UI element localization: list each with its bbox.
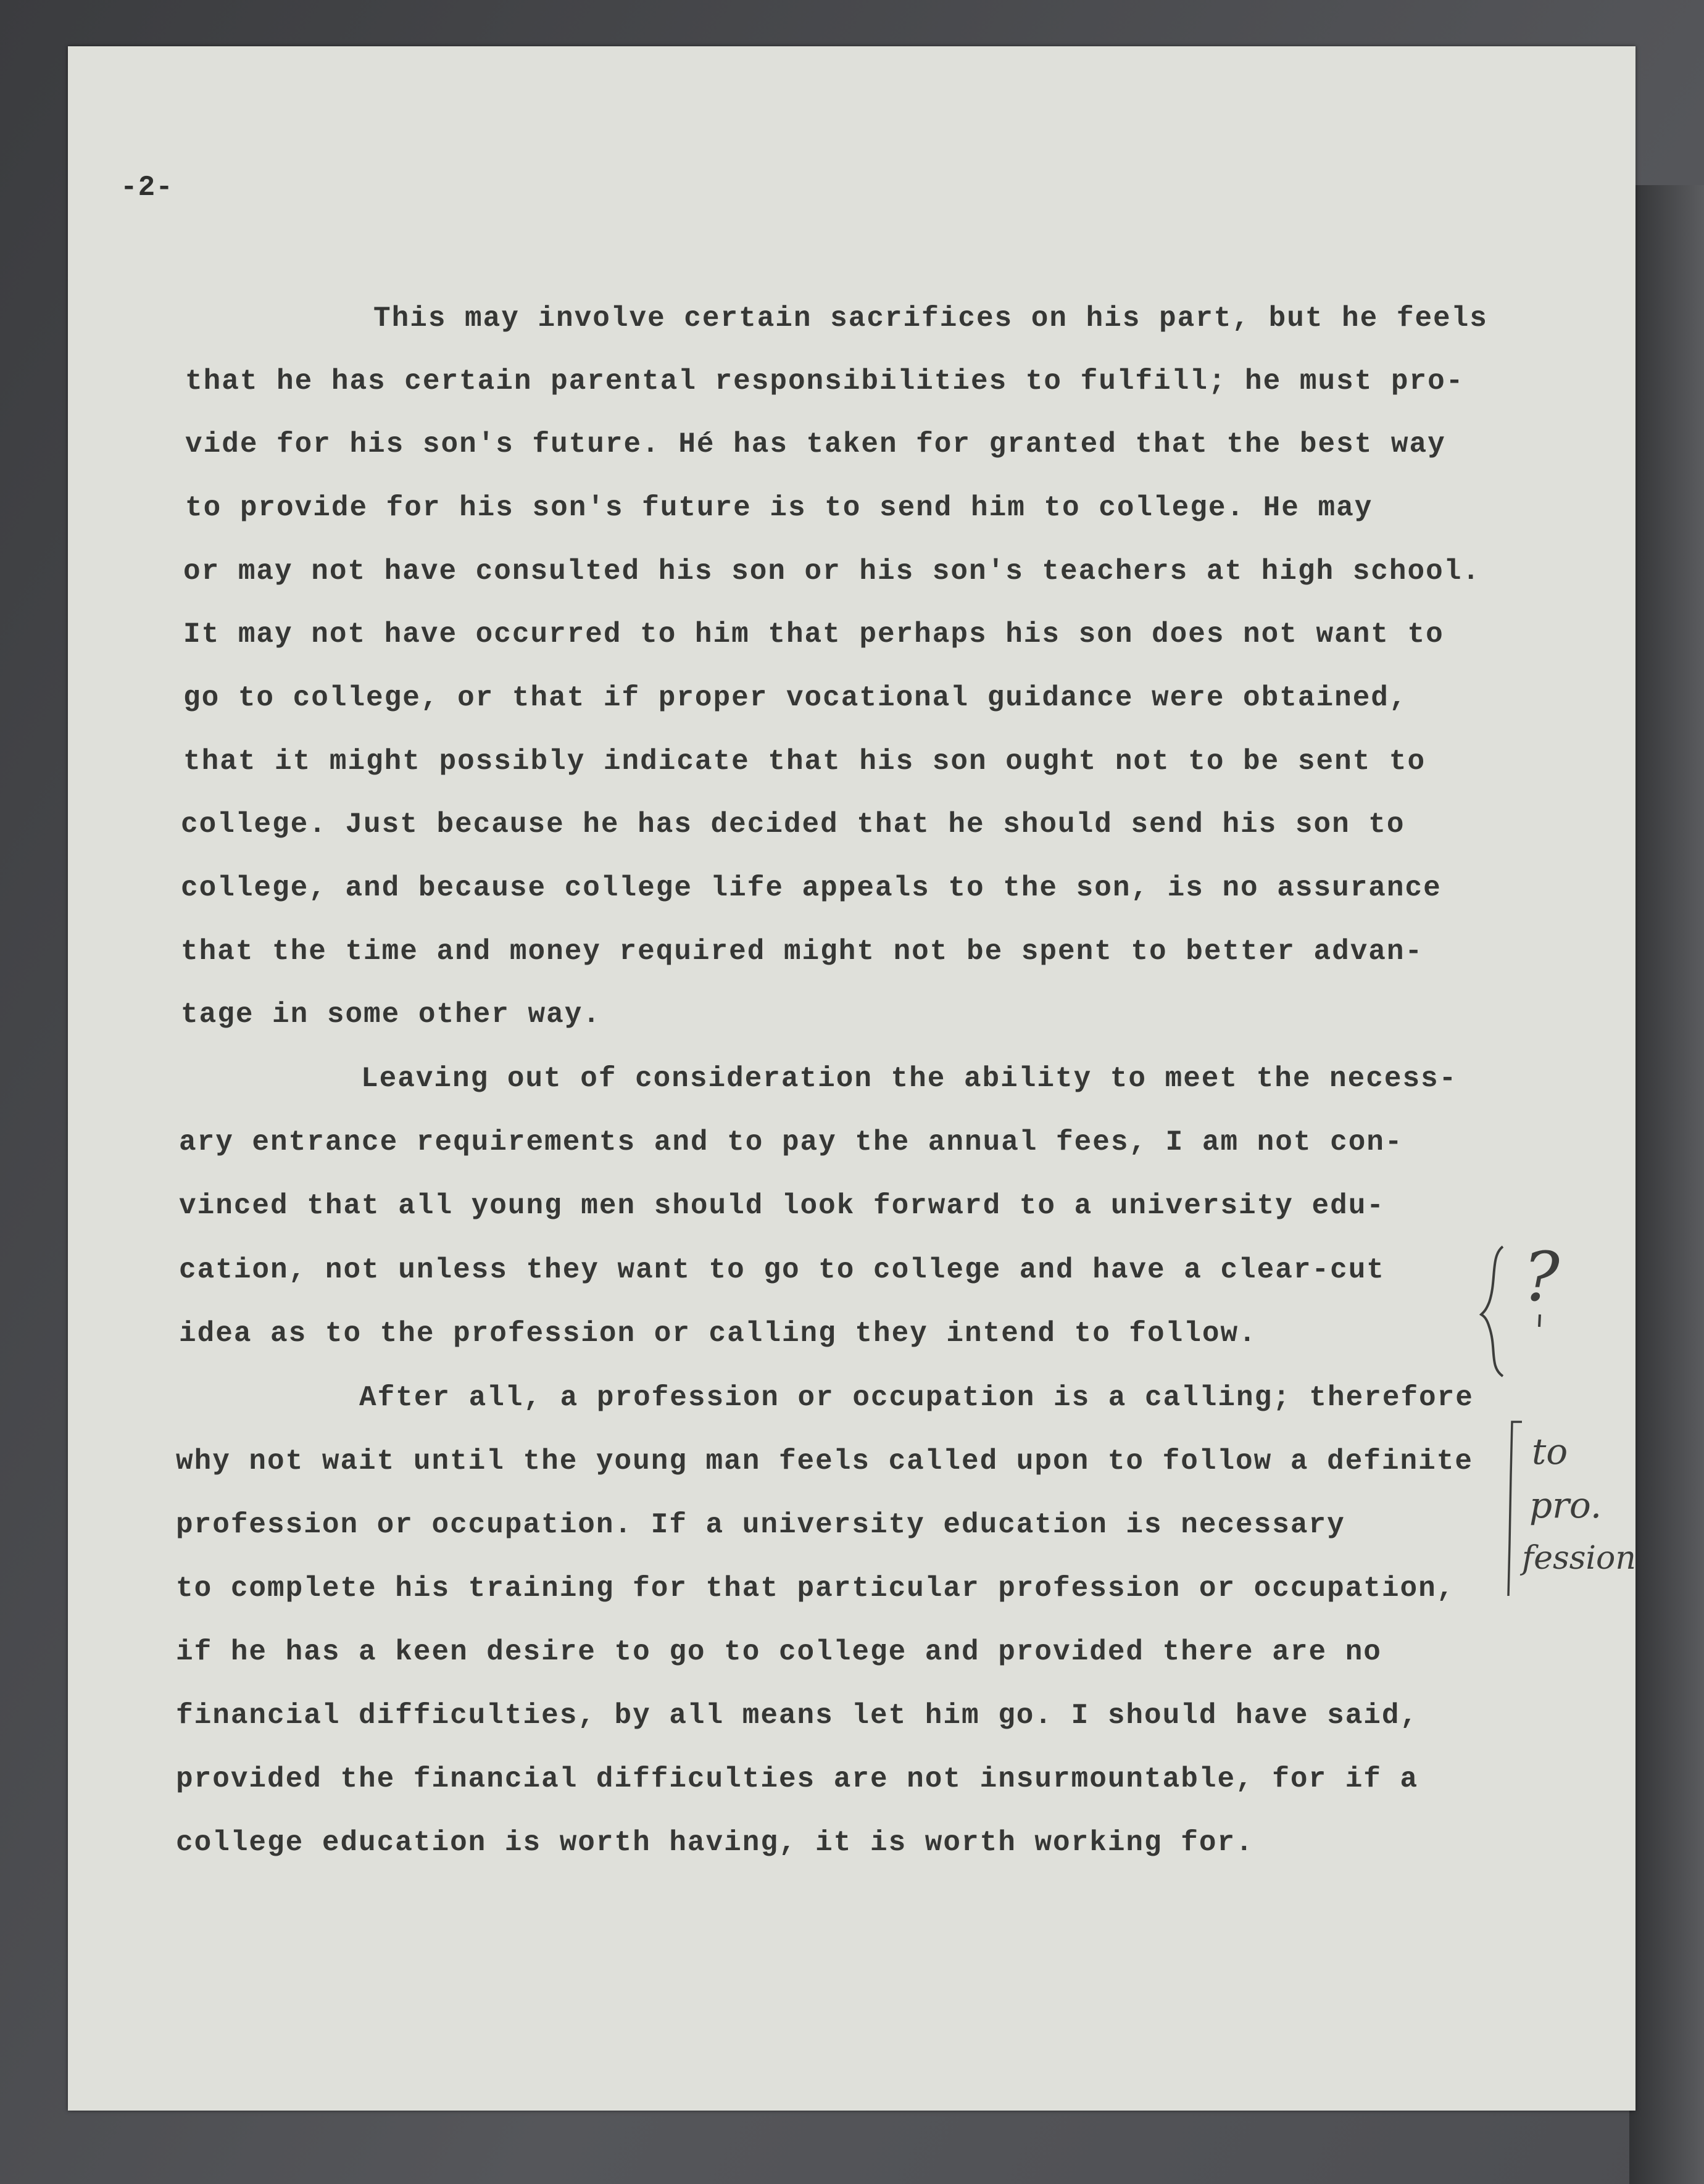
page-number: -2- bbox=[120, 172, 173, 204]
text-line: college. Just because he has decided that he should send his son to bbox=[181, 808, 1405, 841]
text-line: cation, not unless they want to go to college and have a clear-cut bbox=[179, 1254, 1385, 1286]
text-line: profession or occupation. If a university education is necessary bbox=[176, 1509, 1345, 1541]
text-line: college education is worth having, it is worth working for. bbox=[176, 1827, 1254, 1859]
text-line: idea as to the profession or calling they intend to follow. bbox=[179, 1318, 1257, 1350]
margin-annotation-line: pro. bbox=[1529, 1484, 1602, 1526]
text-line: After all, a profession or occupation is a calling; therefore bbox=[359, 1382, 1474, 1414]
text-line: It may not have occurred to him that perhaps his son does not want to bbox=[183, 618, 1444, 650]
text-line: or may not have consulted his son or his son's teachers at high school. bbox=[183, 555, 1481, 588]
text-line: tage in some other way. bbox=[181, 999, 601, 1031]
margin-brace-icon bbox=[1478, 1244, 1515, 1379]
text-line: provided the financial difficulties are not insurmountable, for if a bbox=[176, 1763, 1419, 1795]
text-line: why not wait until the young man feels called upon to follow a definite bbox=[176, 1445, 1473, 1477]
text-line: This may involve certain sacrifices on his part, but he feels bbox=[373, 302, 1488, 334]
text-line: that he has certain parental responsibilities to fulfill; he must pro- bbox=[185, 365, 1465, 397]
text-line: vide for his son's future. Hé has taken for granted that the best way bbox=[185, 428, 1446, 460]
text-line: that it might possibly indicate that his son ought not to be sent to bbox=[183, 745, 1426, 778]
text-line: financial difficulties, by all means let him go. I should have said, bbox=[176, 1700, 1419, 1732]
text-line: to complete his training for that particular profession or occupation, bbox=[176, 1572, 1455, 1605]
margin-tick-icon bbox=[1536, 1313, 1544, 1329]
text-line: go to college, or that if proper vocational guidance were obtained, bbox=[183, 682, 1408, 714]
margin-annotation-line: fession bbox=[1522, 1540, 1636, 1577]
text-line: to provide for his son's future is to send him to college. He may bbox=[185, 492, 1373, 524]
margin-annotation-line: to bbox=[1532, 1430, 1568, 1472]
text-line: if he has a keen desire to go to college and provided there are no bbox=[176, 1636, 1382, 1668]
text-line: that the time and money required might not be spent to better advan- bbox=[181, 936, 1424, 968]
margin-question-mark: ? bbox=[1523, 1237, 1560, 1316]
text-line: vinced that all young men should look forward to a university edu- bbox=[179, 1190, 1385, 1222]
text-line: Leaving out of consideration the ability to meet the necess- bbox=[361, 1063, 1458, 1095]
text-line: college, and because college life appeals to the son, is no assurance bbox=[181, 872, 1442, 904]
text-line: ary entrance requirements and to pay the annual fees, I am not con- bbox=[179, 1126, 1403, 1158]
